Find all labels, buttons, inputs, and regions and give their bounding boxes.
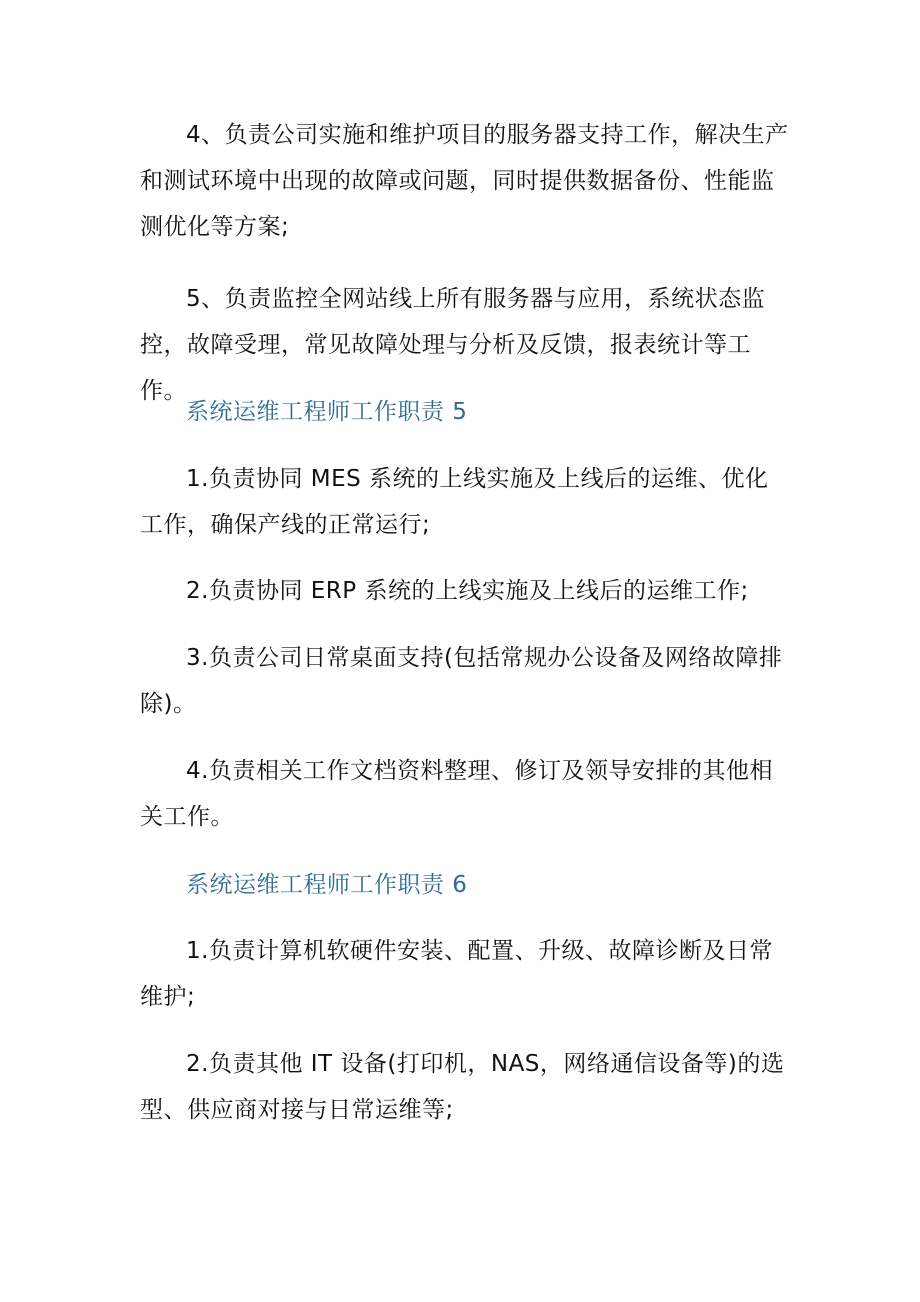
paragraph-erp-system: 2.负责协同 ERP 系统的上线实施及上线后的运维工作; xyxy=(186,578,749,604)
paragraph-desktop-support: 3.负责公司日常桌面支持(包括常规办公设备及网络故障排除)。 xyxy=(140,645,783,717)
section-heading-6: 系统运维工程师工作职责 6 xyxy=(186,872,468,898)
paragraph-duty-5-monitoring: 5、负责监控全网站线上所有服务器与应用，系统状态监控，故障受理，常见故障处理与分析及反馈，报表统计等工作。 xyxy=(140,286,766,404)
section-heading-5: 系统运维工程师工作职责 5 xyxy=(186,399,468,425)
paragraph-hardware-software: 1.负责计算机软硬件安装、配置、升级、故障诊断及日常维护; xyxy=(140,938,773,1010)
paragraph-mes-system: 1.负责协同 MES 系统的上线实施及上线后的运维、优化工作，确保产线的正常运行; xyxy=(140,466,769,538)
paragraph-duty-4-servers: 4、负责公司实施和维护项目的服务器支持工作，解决生产和测试环境中出现的故障或问题，同时提供数据备份、性能监测优化等方案; xyxy=(140,122,789,240)
paragraph-documentation: 4.负责相关工作文档资料整理、修订及领导安排的其他相关工作。 xyxy=(140,758,773,830)
paragraph-it-equipment: 2.负责其他 IT 设备(打印机，NAS，网络通信设备等)的选型、供应商对接与日常运维等; xyxy=(140,1051,785,1123)
